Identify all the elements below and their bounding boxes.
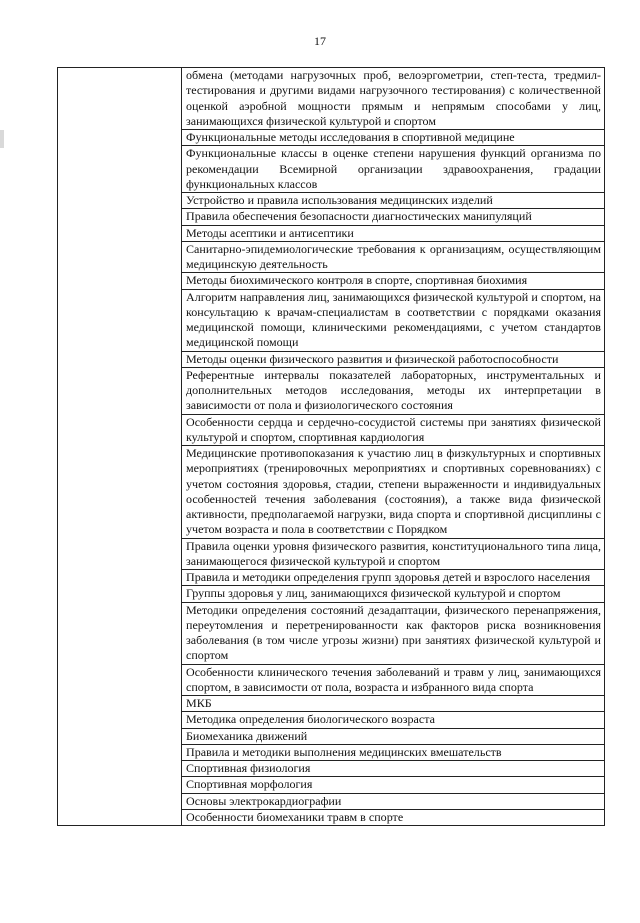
knowledge-item: Правила и методики определения групп здоровья детей и взрослого населения bbox=[182, 570, 605, 586]
knowledge-item: Методы биохимического контроля в спорте, спортивная биохимия bbox=[182, 273, 605, 289]
knowledge-item: Спортивная физиология bbox=[182, 761, 605, 777]
page-number: 17 bbox=[314, 34, 326, 48]
knowledge-item: Функциональные классы в оценке степени нарушения функций организма по рекомендации Всемирной организации здравоохранения, градации функциональных классов bbox=[182, 146, 605, 193]
knowledge-item: Санитарно-эпидемиологические требования к организациям, осуществляющим медицинскую деятельность bbox=[182, 241, 605, 273]
knowledge-table-body bbox=[58, 68, 605, 826]
knowledge-item: обмена (методами нагрузочных проб, велоэргометрии, степ-теста, тредмил-тестирования и другими видами нагрузочного тестирования) с количественной оценкой аэробной мощности прямым и непрямым способами у лиц, занимающихся физической культурой и спортом bbox=[182, 68, 605, 130]
knowledge-item: Методы асептики и антисептики bbox=[182, 225, 605, 241]
knowledge-item: Особенности биомеханики травм в спорте bbox=[182, 809, 605, 825]
knowledge-item: Методы оценки физического развития и физической работоспособности bbox=[182, 351, 605, 367]
knowledge-item: Правила и методики выполнения медицинских вмешательств bbox=[182, 744, 605, 760]
knowledge-item: Медицинские противопоказания к участию лиц в физкультурных и спортивных мероприятиях (тренировочных мероприятиях и спортивных соревнованиях) с учетом состояния здоровья, стадии, степени выраженности и индивидуальных особенностей течения заболевания (состояния), а также вида физической активности, предполагаемой нагрузки, вида спорта и спортивной дисциплины с учетом возраста и пола в соответствии с Порядком bbox=[182, 446, 605, 539]
knowledge-item: Спортивная морфология bbox=[182, 777, 605, 793]
knowledge-item: Функциональные методы исследования в спортивной медицине bbox=[182, 130, 605, 146]
knowledge-item: Особенности клинического течения заболеваний и травм у лиц, занимающихся спортом, в зависимости от пола, возраста и избранного вида спорта bbox=[182, 664, 605, 696]
knowledge-item: Алгоритм направления лиц, занимающихся физической культурой и спортом, на консультацию к врачам-специалистам в соответствии с порядками оказания медицинской помощи, клиническими рекомендациями, с учетом стандартов медицинской помощи bbox=[182, 289, 605, 351]
knowledge-item: Референтные интервалы показателей лабораторных, инструментальных и дополнительных методов исследования, методы их интерпретации в зависимости от пола и физиологического состояния bbox=[182, 367, 605, 414]
table-row bbox=[58, 68, 605, 130]
knowledge-table bbox=[57, 67, 605, 826]
left-column-cell bbox=[58, 68, 182, 826]
knowledge-item: Особенности сердца и сердечно-сосудистой системы при занятиях физической культурой и спортом, спортивная кардиология bbox=[182, 414, 605, 446]
knowledge-item: Биомеханика движений bbox=[182, 728, 605, 744]
knowledge-item: Основы электрокардиографии bbox=[182, 793, 605, 809]
knowledge-item: Правила оценки уровня физического развития, конституционального типа лица, занимающегося физической культурой и спортом bbox=[182, 538, 605, 570]
knowledge-item: МКБ bbox=[182, 696, 605, 712]
knowledge-item: Правила обеспечения безопасности диагностических манипуляций bbox=[182, 209, 605, 225]
knowledge-item: Группы здоровья у лиц, занимающихся физической культурой и спортом bbox=[182, 586, 605, 602]
knowledge-item: Устройство и правила использования медицинских изделий bbox=[182, 193, 605, 209]
knowledge-item: Методики определения состояний дезадаптации, физического перенапряжения, переутомления и перетренированности как факторов риска возникновения заболевания (в том числе угрозы жизни) при занятиях физической культурой и спортом bbox=[182, 602, 605, 664]
knowledge-item: Методика определения биологического возраста bbox=[182, 712, 605, 728]
scan-edge-mark bbox=[0, 130, 4, 148]
